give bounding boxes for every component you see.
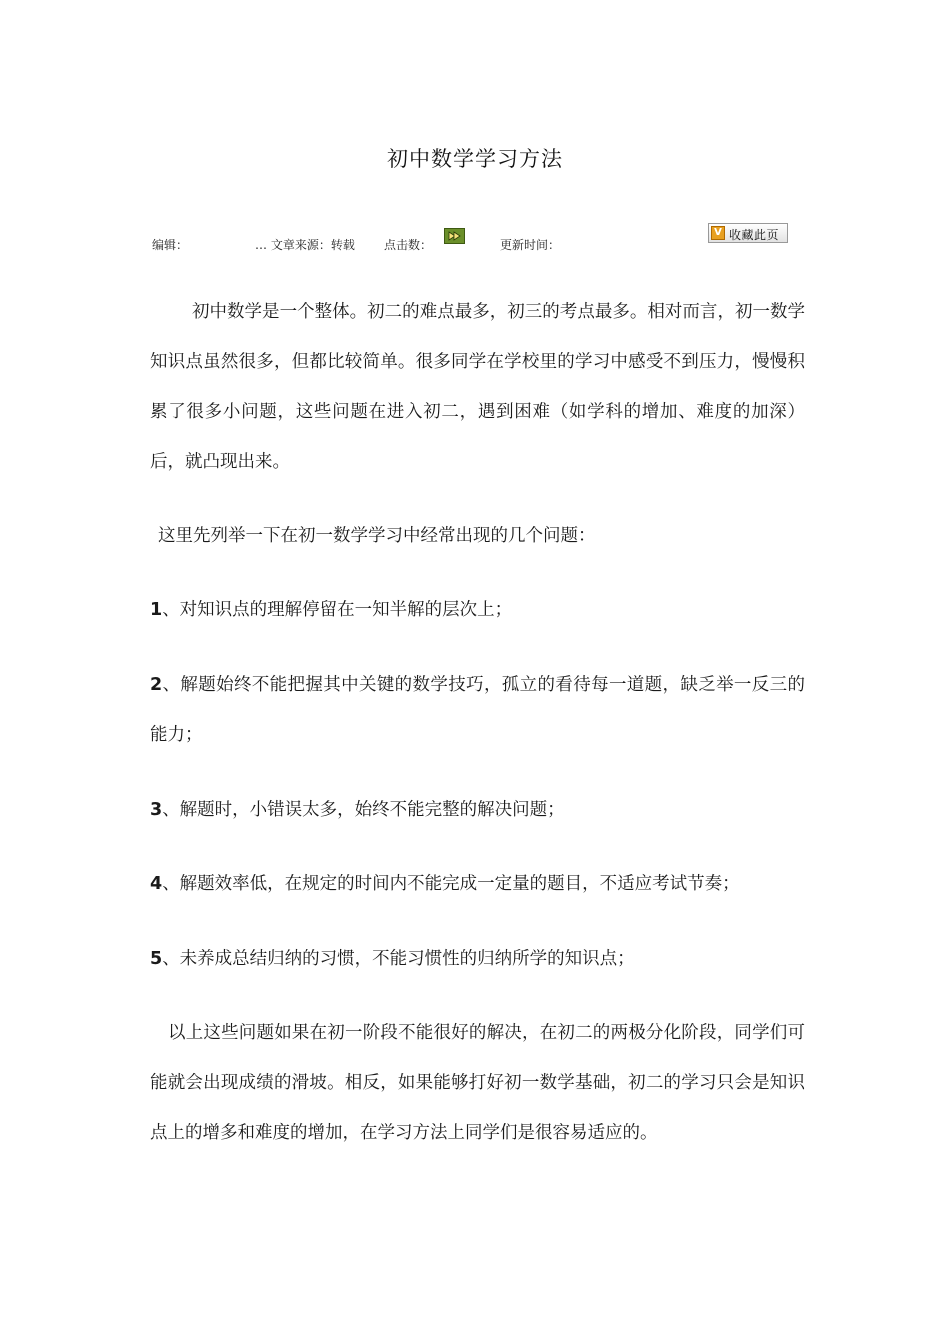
item-text: 、未养成总结归纳的习惯，不能习惯性的归纳所学的知识点；	[162, 949, 635, 969]
lead-paragraph: 这里先列举一下在初一数学学习中经常出现的几个问题：	[158, 526, 596, 546]
list-item	[150, 585, 805, 635]
v-icon: V	[711, 226, 725, 240]
item-text: 、解题始终不能把握其中关键的数学技巧，孤立的看待每一道题，缺乏举一反三的能力；	[150, 675, 805, 745]
arrow-icon	[444, 228, 465, 244]
item-number: 5	[150, 949, 163, 969]
bookmark-label: 收藏此页	[729, 228, 780, 242]
item-number: 3	[150, 800, 163, 820]
clicks-label: 点击数：	[384, 238, 433, 252]
editor-label: 编辑：	[152, 238, 189, 252]
list-item	[150, 660, 805, 760]
item-text: 、对知识点的理解停留在一知半解的层次上；	[162, 600, 513, 620]
list-item	[150, 859, 805, 909]
item-number: 2	[150, 675, 163, 695]
update-time-label: 更新时间：	[500, 238, 561, 252]
list-item	[150, 785, 805, 835]
item-text: 、解题时，小错误太多，始终不能完整的解决问题；	[162, 800, 565, 820]
item-text: 、解题效率低，在规定的时间内不能完成一定量的题目，不适应考试节奏；	[162, 874, 740, 894]
item-number: 4	[150, 874, 163, 894]
source-label: … 文章来源：转载	[255, 238, 355, 252]
list-item	[150, 934, 805, 984]
article-meta	[152, 227, 812, 256]
bookmark-page-button[interactable]	[708, 223, 788, 243]
intro-paragraph: 初中数学是一个整体。初二的难点最多，初三的考点最多。相对而言，初一数学知识点虽然很多，但都比较简单。很多同学在学校里的学习中感受不到压力，慢慢积累了很多小问题，这些问题在进入初二，遇到困难（如学科的增加、难度的加深）后，就凸现出来。	[150, 302, 805, 472]
page-title: 初中数学学习方法	[387, 147, 563, 171]
item-number: 1	[150, 600, 163, 620]
conclusion-paragraph: 以上这些问题如果在初一阶段不能很好的解决，在初二的两极分化阶段，同学们可能就会出现成绩的滑坡。相反，如果能够打好初一数学基础，初二的学习只会是知识点上的增多和难度的增加，在学习方法上同学们是很容易适应的。	[150, 1023, 805, 1143]
